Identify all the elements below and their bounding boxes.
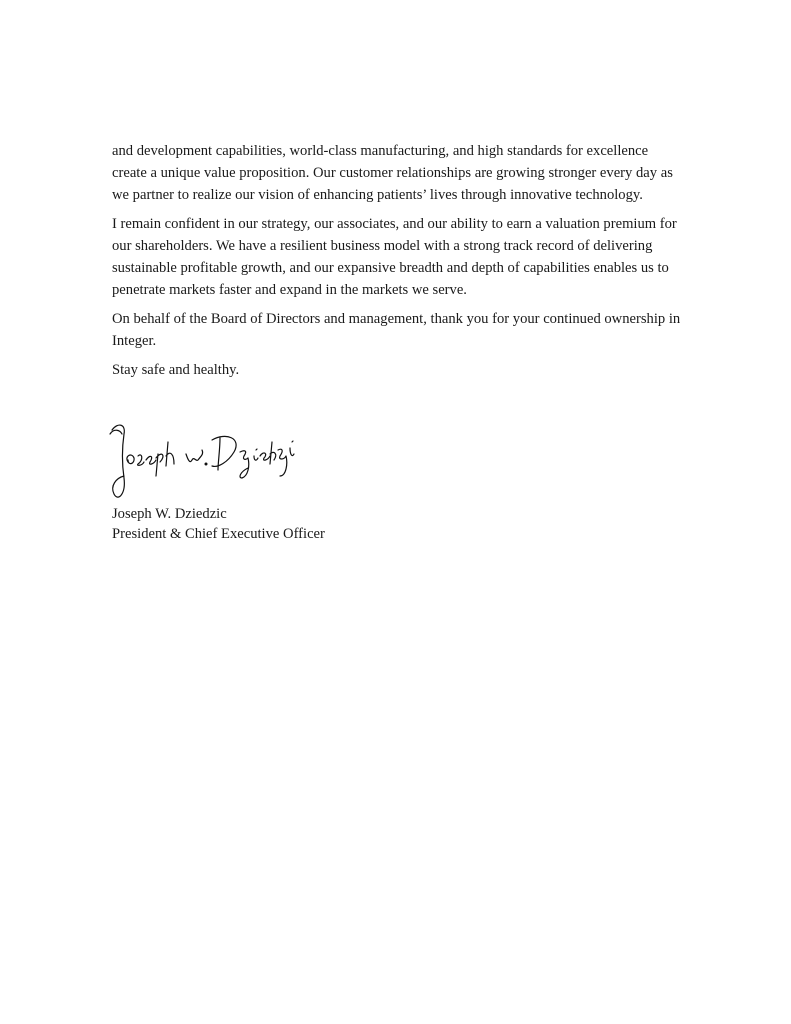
paragraph-value-proposition: and development capabilities, world-class manufacturing, and high standards for excellence create a unique value proposition. Our customer relationships are growing stronger every day as we partner to realize our vision of enhancing patients’ lives through innovative technology. [112,143,673,203]
signer-name: Joseph W. Dziedzic [112,506,227,522]
paragraph-closing: Stay safe and healthy. [112,362,240,378]
paragraph-thank-you: On behalf of the Board of Directors and management, thank you for your continued ownership in Integer. [112,311,681,349]
letter-body [112,140,682,388]
signature-block [112,504,325,544]
handwritten-signature [108,420,318,506]
signer-title: President & Chief Executive Officer [112,526,325,542]
paragraph-confidence: I remain confident in our strategy, our associates, and our ability to earn a valuation premium for our shareholders. We have a resilient business model with a strong track record of delivering sustainable profitable growth, and our expansive breadth and depth of capabilities enables us to penetrate markets faster and expand in the markets we serve. [112,216,677,298]
